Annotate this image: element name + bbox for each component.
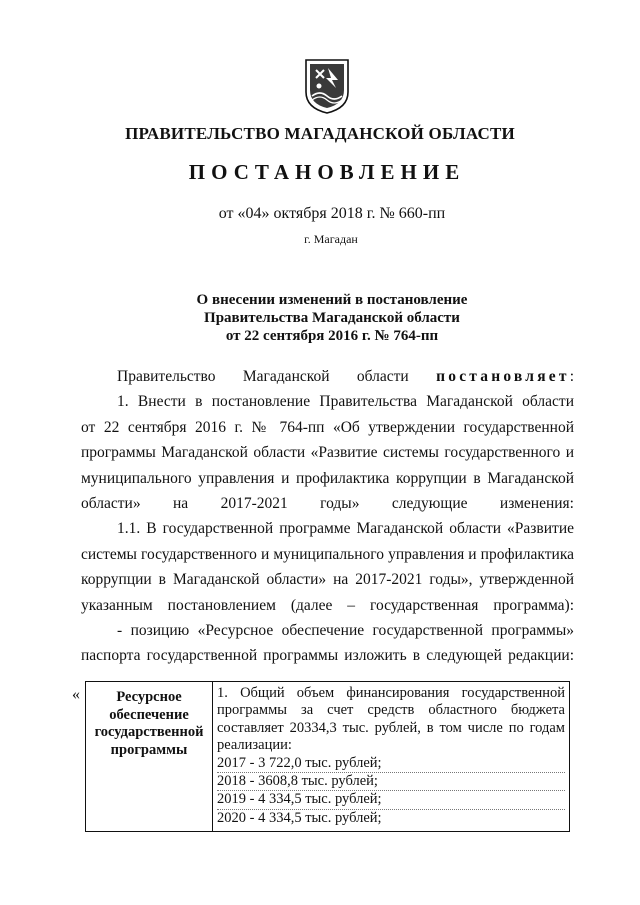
paragraph-resolution: [81, 364, 574, 389]
paragraph-1-1-line-1: 1.1. В государственной программе Магаданской области «Развитие: [117, 520, 574, 538]
paragraph-1: [81, 389, 574, 516]
resolution-suffix: :: [569, 368, 574, 385]
paragraph-1-line-5: области» на 2017-2021 годы» следующие изменения:: [81, 495, 574, 513]
resource-table: [85, 681, 570, 832]
document-type: ПОСТАНОВЛЕНИЕ: [188, 160, 466, 184]
subject-line-1: О внесении изменений в постановление: [196, 292, 468, 308]
paragraph-1-1-line-4: указанным постановлением (далее – государственная программа):: [81, 596, 574, 614]
subject-line-2: Правительства Магаданской области: [204, 310, 460, 326]
resource-label-line-2: обеспечение: [109, 706, 189, 723]
year-2018: 2018 - 3608,8 тыс. рублей;: [217, 772, 565, 790]
paragraph-1-1-line-3: коррупции в Магаданской области» на 2017-2021 годы», утвержденной: [81, 571, 574, 589]
paragraph-position: [81, 618, 574, 669]
paragraph-1-line-4: муниципального управления и профилактика коррупции в Магаданской: [81, 469, 574, 487]
paragraph-position-line-1: - позицию «Ресурсное обеспечение государственной программы»: [117, 622, 574, 640]
resource-label-line-4: программы: [110, 741, 188, 758]
resolution-line: [81, 364, 574, 389]
resolution-prefix: Правительство Магаданской области: [117, 368, 437, 385]
paragraph-position-line-2: паспорта государственной программы изложить в следующей редакции:: [81, 647, 574, 665]
document-body: [81, 364, 574, 669]
opening-quote: «: [72, 686, 80, 703]
table-row: [86, 682, 570, 832]
document-subject: [0, 291, 640, 345]
subject-line-3: от 22 сентября 2016 г. № 764-пп: [225, 328, 439, 344]
resource-label-line-1: Ресурсное: [116, 689, 182, 705]
resource-content-cell: [213, 682, 570, 832]
document-city: г. Магадан: [304, 232, 358, 246]
resource-label-cell: [86, 682, 213, 832]
resolution-verb: постановляет: [436, 368, 570, 385]
government-title: ПРАВИТЕЛЬСТВО МАГАДАНСКОЙ ОБЛАСТИ: [125, 124, 515, 143]
financing-text: 1. Общий объем финансирования государственной программы за счет средств областного бюджета составляет 20334,3 тыс. рублей, в том числе по годам реализации:: [217, 685, 565, 754]
paragraph-1-line-2: от 22 сентября 2016 г. № 764-пп «Об утверждении государственной: [81, 418, 574, 436]
paragraph-1-1: [81, 516, 574, 618]
financing-years: [217, 755, 565, 828]
coat-of-arms-icon: [302, 56, 352, 116]
paragraph-1-1-line-2: системы государственного и муниципального управления и профилактика: [81, 545, 574, 563]
paragraph-1-line-1: 1. Внести в постановление Правительства Магаданской области: [117, 393, 574, 411]
document-date-number: от «04» октября 2018 г. № 660-пп: [218, 205, 446, 222]
year-2019: 2019 - 4 334,5 тыс. рублей;: [217, 790, 565, 808]
year-2020: 2020 - 4 334,5 тыс. рублей;: [217, 809, 565, 827]
paragraph-1-line-3: программы Магаданской области «Развитие системы государственного и: [81, 444, 574, 462]
year-2017: 2017 - 3 722,0 тыс. рублей;: [217, 754, 382, 771]
resource-label-line-3: государственной: [94, 724, 204, 740]
